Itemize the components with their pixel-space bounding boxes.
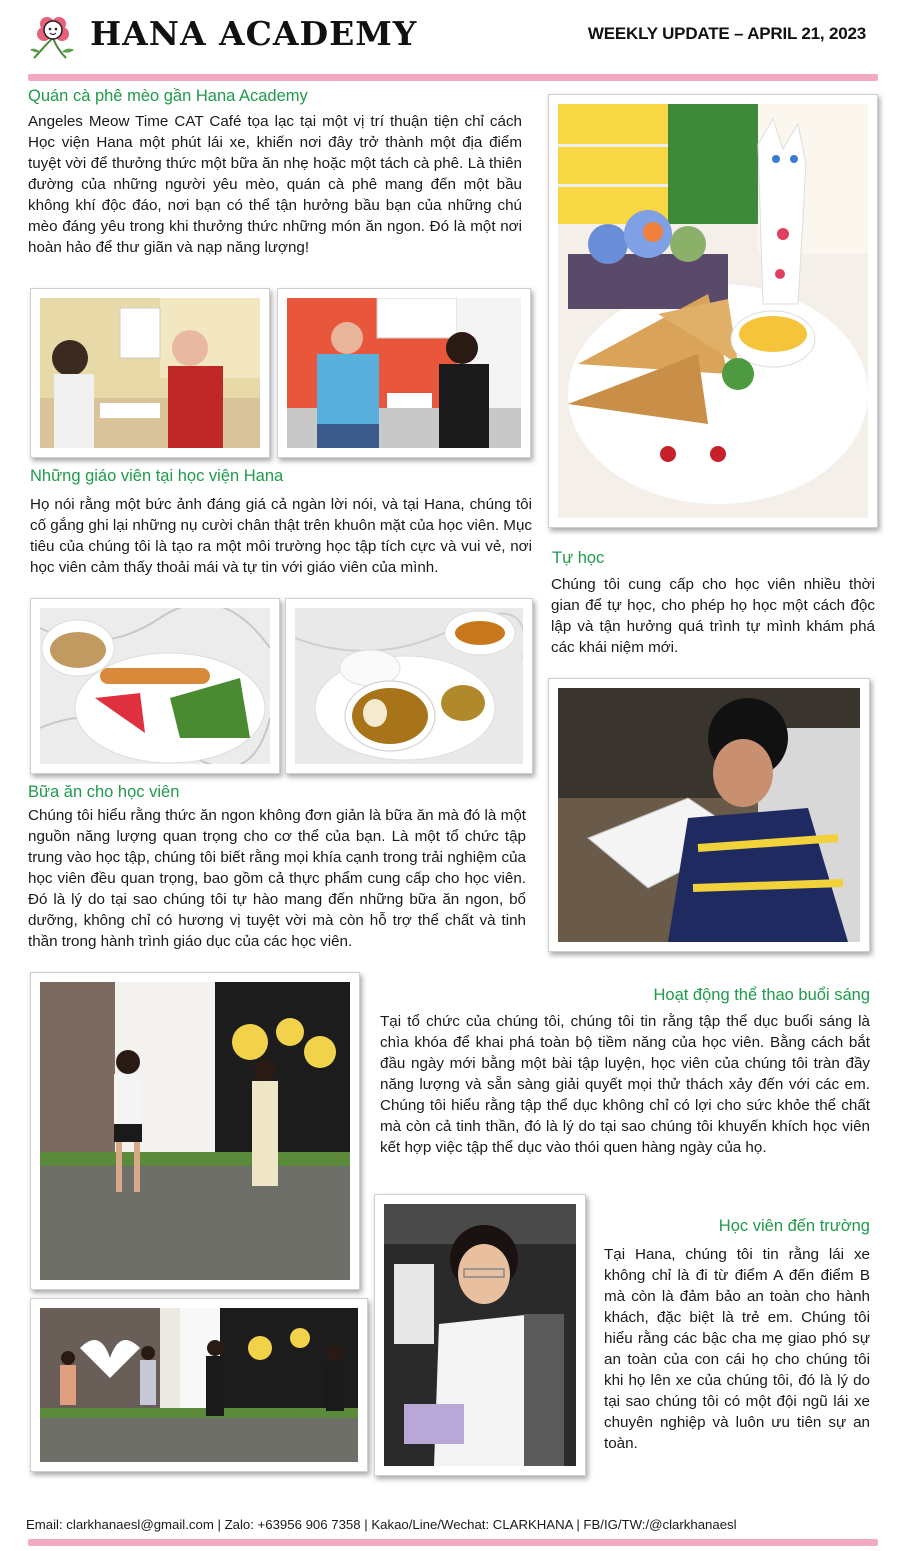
morning-sports-image-2 <box>40 1308 358 1462</box>
footer-contact: Email: clarkhanaesl@gmail.com | Zalo: +63956 906 7358 | Kakao/Line/Wechat: CLARKHANA | FB/IG/TW:/@clarkhanaesl <box>26 1517 737 1532</box>
morning-sports-image-1 <box>40 982 350 1280</box>
meal-image-1 <box>40 608 270 764</box>
section-body-transport: Tại Hana, chúng tôi tin rằng lái xe không chỉ là đi từ điểm A đến điểm B mà còn là đảm bảo an toàn cho hành khách, đặc biệt là trẻ em. Chúng tôi hiểu rằng các bậc cha mẹ giao phó sự an toàn của con cái họ cho chúng tôi khi họ lên xe của chúng tôi, đó là lý do tại sao chúng tôi có một đội ngũ lái xe chuyên nghiệp và luôn ưu tiên sự an toàn. <box>604 1246 870 1452</box>
cat-cafe-image <box>558 104 868 518</box>
photo-self-study <box>548 678 870 952</box>
photo-meal-2 <box>285 598 533 774</box>
hana-logo-icon <box>26 8 80 62</box>
meal-image-2 <box>295 608 523 764</box>
section-title-cafe: Quán cà phê mèo gần Hana Academy <box>28 87 308 105</box>
section-title-selfstudy: Tự học <box>552 549 605 567</box>
photo-cat-cafe <box>548 94 878 528</box>
brand-title: HANA ACADEMY <box>90 14 418 53</box>
section-title-sports: Hoạt động thể thao buổi sáng <box>653 986 870 1004</box>
section-title-teachers: Những giáo viên tại học viện Hana <box>30 467 284 485</box>
photo-transport <box>374 1194 586 1476</box>
footer-divider <box>28 1539 878 1546</box>
section-body-cafe: Angeles Meow Time CAT Café tọa lạc tại một vị trí thuận tiện chỉ cách Học viện Hana một phút lái xe, khiến nơi đây trở thành một địa điểm tuyệt vời để thưởng thức một bữa ăn nhẹ hoặc một tách cà phê. Là thiên đường của những người yêu mèo, quán cà phê mang đến một bầu không khí độc đáo, nơi bạn có thể tận hưởng bầu bạn của những chú mèo đáng yêu trong khi thưởng thức những món ăn ngon. Đó là một nơi hoàn hảo để thư giãn và nạp năng lượng! <box>28 113 522 256</box>
photo-sports-2 <box>30 1298 368 1472</box>
section-body-sports: Tại tổ chức của chúng tôi, chúng tôi tin rằng tập thể dục buổi sáng là chìa khóa để khai phá toàn bộ tiềm năng của học viên. Bằng cách bắt đầu ngày mới bằng một bài tập luyện, học viên của chúng tôi tràn đầy năng lượng và sẵn sàng giải quyết mọi thử thách xảy đến với các em. Chúng tôi hiểu rằng tập thể dục không chỉ có lợi cho sức khỏe thể chất mà còn cả tinh thần, đó là lý do tại sao chúng tôi khuyến khích học viên kết hợp việc tập thể dục vào thói quen hàng ngày của họ. <box>380 1013 870 1156</box>
section-title-transport: Học viên đến trường <box>718 1217 870 1235</box>
teacher-student-image-1 <box>40 298 260 448</box>
weekly-update-date: WEEKLY UPDATE – APRIL 21, 2023 <box>587 24 866 43</box>
self-study-image <box>558 688 860 942</box>
header-divider <box>28 74 878 81</box>
section-title-meals: Bữa ăn cho học viên <box>28 783 180 801</box>
teacher-student-image-2 <box>287 298 521 448</box>
section-body-meals: Chúng tôi hiểu rằng thức ăn ngon không đơn giản là bữa ăn mà đó là một nguồn năng lượng quan trọng cho cơ thể của bạn. Là một tổ chức tập trung vào học tập, chúng tôi biết rằng mọi khía cạnh trong trải nghiệm của học viên đều quan trọng, bao gồm cả thực phẩm cung cấp cho học viên. Đó là lý do tại sao chúng tôi tự hào mang đến những bữa ăn ngon, bổ dưỡng, không chỉ có hương vị tuyệt vời mà còn hỗ trợ thể chất và tinh thần trong hành trình giáo dục của các học viên. <box>28 807 526 950</box>
section-body-selfstudy: Chúng tôi cung cấp cho học viên nhiều thời gian để tự học, cho phép họ học một cách độc lập và tận hưởng quá trình tự mình khám phá các khái niệm mới. <box>551 576 875 656</box>
photo-teacher-1 <box>30 288 270 458</box>
section-body-teachers: Họ nói rằng một bức ảnh đáng giá cả ngàn lời nói, và tại Hana, chúng tôi cố gắng ghi lại những nụ cười chân thật trên khuôn mặt của học viên. Mục tiêu của chúng tôi là tạo ra một môi trường học tập tích cực và vui vẻ, nơi học viên cảm thấy thoải mái và tự tin với giáo viên của mình. <box>30 496 532 576</box>
photo-sports-1 <box>30 972 360 1290</box>
photo-meal-1 <box>30 598 280 774</box>
photo-teacher-2 <box>277 288 531 458</box>
student-in-car-image <box>384 1204 576 1466</box>
